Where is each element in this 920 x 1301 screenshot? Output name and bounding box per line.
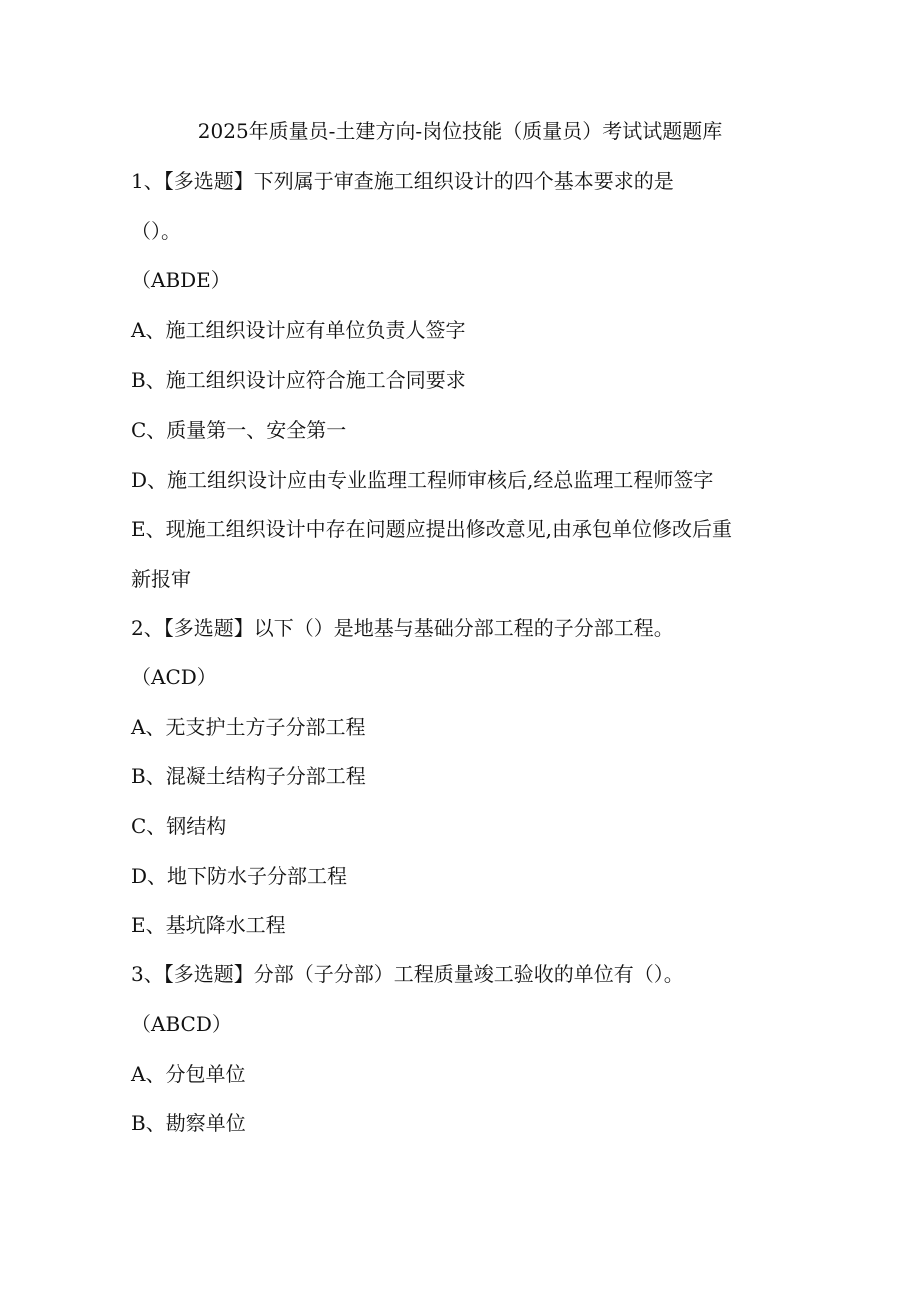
question-2-option-e: E、基坑降水工程: [131, 913, 286, 937]
question-1-option-b: B、施工组织设计应符合施工合同要求: [131, 368, 466, 392]
question-2-option-d: D、地下防水子分部工程: [131, 864, 348, 888]
question-1-answer: （ABDE）: [131, 268, 231, 292]
question-1-option-c: C、质量第一、安全第一: [131, 418, 347, 442]
question-1-stem-continued: （）。: [131, 219, 181, 243]
document-title: 2025年质量员-土建方向-岗位技能（质量员）考试试题题库: [197, 119, 723, 143]
question-3-option-b: B、勘察单位: [131, 1111, 246, 1135]
question-2-option-a: A、无支护土方子分部工程: [131, 715, 366, 739]
question-1-stem: 1、【多选题】下列属于审查施工组织设计的四个基本要求的是: [131, 169, 674, 193]
question-3-stem: 3、【多选题】分部（子分部）工程质量竣工验收的单位有（）。: [131, 962, 684, 986]
question-2-option-b: B、混凝土结构子分部工程: [131, 764, 366, 788]
question-2-stem: 2、【多选题】以下（）是地基与基础分部工程的子分部工程。: [131, 616, 674, 640]
question-1-option-e-continued: 新报审: [131, 567, 191, 591]
question-3-option-a: A、分包单位: [131, 1062, 246, 1086]
question-2-option-c: C、钢结构: [131, 814, 227, 838]
question-1-option-a: A、施工组织设计应有单位负责人签字: [131, 318, 466, 342]
question-2-answer: （ACD）: [131, 665, 217, 689]
question-3-answer: （ABCD）: [131, 1012, 232, 1036]
question-1-option-d: D、施工组织设计应由专业监理工程师审核后,经总监理工程师签字: [131, 468, 714, 492]
question-1-option-e: E、现施工组织设计中存在问题应提出修改意见,由承包单位修改后重: [131, 517, 732, 541]
